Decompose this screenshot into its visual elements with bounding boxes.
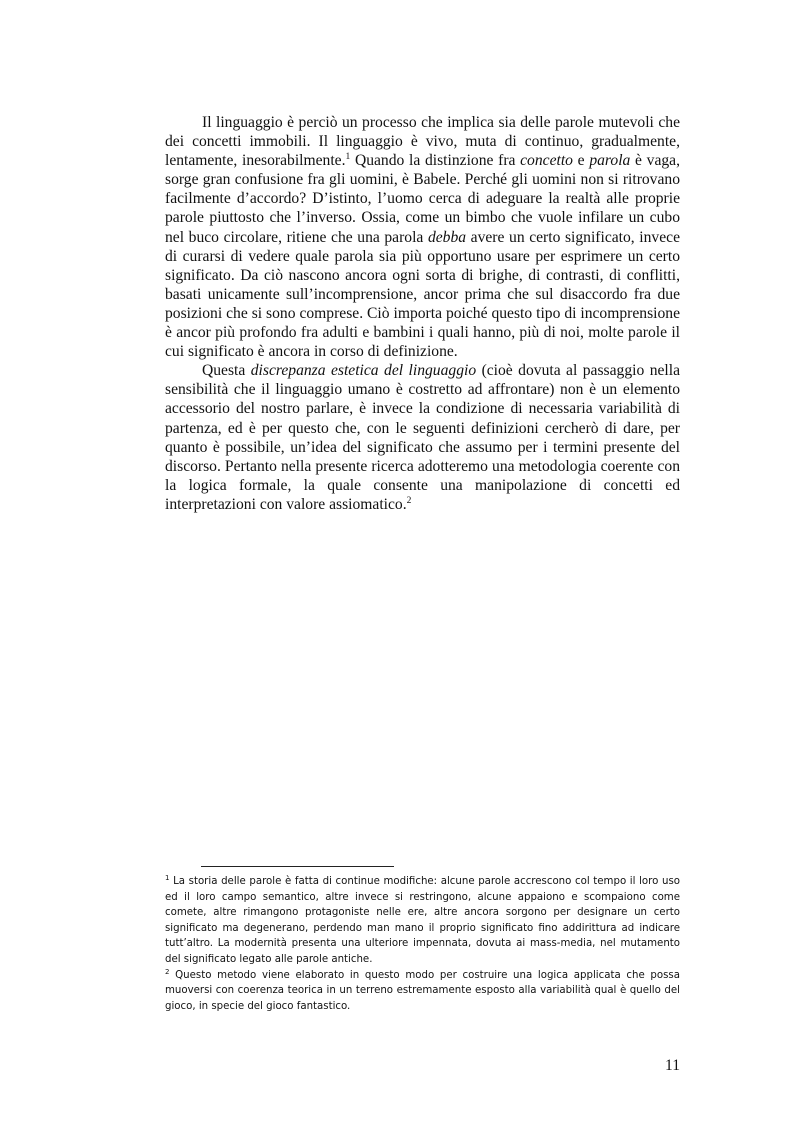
- footnote-2: [165, 968, 680, 1015]
- page-number: 11: [664, 1057, 680, 1074]
- footnote-text: Questo metodo viene elaborato in questo modo per costruire una logica applicata che possa muoversi con coerenza teorica in un terreno estremamente esposto alla variabilità qual è quello del gioco, in specie del gioco fantastico.: [165, 969, 680, 1012]
- main-text: [165, 113, 680, 514]
- footnote-ref-2: 2: [406, 495, 412, 506]
- footnote-1: [165, 874, 680, 968]
- footnotes: [165, 874, 680, 1014]
- text-segment: Quando la distinzione fra: [350, 152, 521, 170]
- italic-term: parola: [589, 152, 631, 170]
- footnote-separator: [201, 866, 394, 867]
- text-segment: è vaga, sorge gran confusione fra gli uomini, è Babele. Perché gli uomini non si ritrovano facilmente d’accordo? D’istinto, l’uomo cerca di adeguare la realtà alle proprie parole piuttosto che l’inverso. Ossia, come un bimbo che vuole infilare un cubo nel buco circolare, ritiene che una parola: [165, 152, 680, 246]
- italic-term: debba: [427, 228, 467, 246]
- paragraph-2: [165, 361, 680, 514]
- paragraph-1: [165, 113, 680, 361]
- text-segment: Questa: [202, 362, 251, 380]
- footnote-marker: 1: [165, 874, 170, 882]
- text-segment: avere un certo significato, invece di curarsi di vedere quale parola sia più opportuno usare per esprimere un certo significato. Da ciò nascono ancora ogni sorta di brighe, di contrasti, di conflitti, basati unicamente sull’incomprensione, ancor prima che sul disaccordo fra due posizioni che si sono comprese. Ciò importa poiché questo tipo di incomprensione è ancor più profondo fra adulti e bambini i quali hanno, più di noi, molte parole il cui significato è ancora in corso di definizione.: [165, 228, 680, 361]
- footnote-ref-1: 1: [345, 152, 351, 163]
- text-segment: (cioè dovuta al passaggio nella sensibilità che il linguaggio umano è costretto ad affrontare) non è un elemento accessorio del nostro parlare, è invece la condizione di necessaria variabilità di partenza, ed è per questo che, con le seguenti definizioni cercherò di dare, per quanto è possibile, un’idea del significato che assumo per i termini presente del discorso. Pertanto nella presente ricerca adotteremo una metodologia coerente con la logica formale, la quale consente una manipolazione di concetti ed interpretazioni con valore assiomatico.: [165, 362, 681, 513]
- text-segment: Il linguaggio è perciò un processo che implica sia delle parole mutevoli che dei concetti immobili. Il linguaggio è vivo, muta di continuo, gradualmente, lentamente, inesorabilmente.: [165, 114, 680, 170]
- italic-term: concetto: [520, 152, 573, 170]
- italic-term: discrepanza estetica del linguaggio: [250, 362, 477, 380]
- footnote-text: La storia delle parole è fatta di continue modifiche: alcune parole accrescono col tempo il loro uso ed il loro campo semantico, altre invece si restringono, alcune appaiono e scompaiono come comete, altre rimangono protagoniste nelle ere, altre ancora sorgono per designare un certo significato ma degenerano, perdendo man mano il proprio significato fino addirittura ad indicare tutt’altro. La modernità presenta una ulteriore impennata, dovuta ai mass-media, nel mutamento del significato legato alle parole antiche.: [165, 876, 680, 965]
- text-segment: e: [572, 152, 590, 170]
- footnote-marker: 2: [165, 967, 170, 976]
